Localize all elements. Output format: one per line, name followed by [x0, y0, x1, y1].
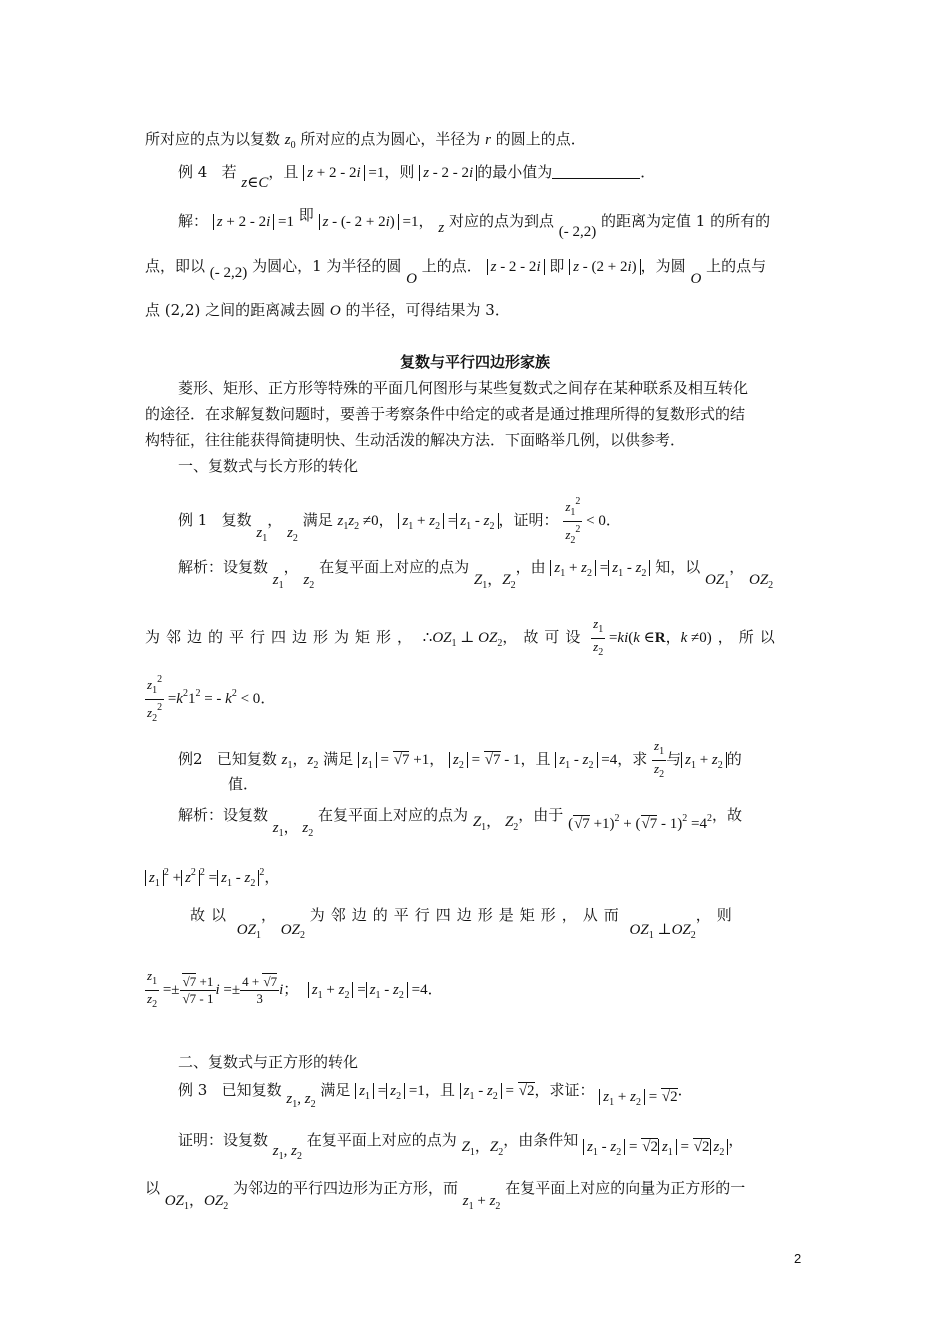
example-1-solution-line-2: 为邻边的平行四边形为矩形， $\therefore OZ_1$ ⊥ $OZ_2$，故可设 $\frac{z_1}{z_2}$ =ki(k ∈R，k ≠0) ，所以 — [145, 616, 781, 658]
example-3-solution-line-1: 证明：设复数 $z_1$, $z_2$ 在复平面上对应的点为 $Z_1$，$Z_2$，由条件知 $z_1 - z_2 = √2$ $z_1 = √2$ $z_2$， — [178, 1131, 744, 1162]
example-2-question-cont: 值． — [228, 775, 259, 793]
example-4-solution-line-1: 解： z + 2 - 2i =1 即 z - (- 2 + 2i) =1， z 对应的点为到点 (- 2,2) 的距离为定值 1 的所有的 — [178, 206, 771, 240]
intro-paragraph-line-2: 的途径．在求解复数问题时，要善于考察条件中给定的或者是通过推理所得的复数形式的结 — [145, 405, 746, 423]
example-3-question: 例 3 已知复数 $z_1$, $z_2$ 满足 $z_1 = z_2 =1$，且 $z_1 - z_2 = √2$，求证： $z_1 + z_2 = √2$． — [178, 1081, 693, 1110]
example-1-result: $\frac{z_1^2}{z_2^2}$ $=k^21^2$ = - $k^2 < 0$． — [147, 674, 276, 724]
example-2-solution-line-2: 故以 $OZ_1$， $OZ_2$ 为邻边的平行四边形是矩形，从而 $OZ_1$ $\perp OZ_2$，则 — [190, 906, 738, 941]
example-1-question: 例 1 复数 $z_1$， $z_2$ 满足 $z_1z_2 \ne 0$， $z_1 + z_2 = z_1 - z_2$ ，证明： $\frac{z_1^2}{z_2^2}$ < 0． — [178, 496, 621, 546]
example-2-equation: $z_1^2 + z^2$ $^2 = z_1 - z_2^2$， — [145, 863, 279, 894]
intro-paragraph-line-3: 构特征，往往能获得简捷明快、生动活泼的解决方法．下面略举几例，以供参考． — [145, 431, 686, 449]
page-number: 2 — [794, 1251, 802, 1266]
intro-paragraph-line-1: 菱形、矩形、正方形等特殊的平面几何图形与某些复数式之间存在某种联系及相互转化 — [178, 379, 749, 397]
example-4-solution-line-3: 点 (2,2) 之间的距离减去圆 O 的半径，可得结果为 3． — [145, 301, 510, 319]
answer-blank — [552, 164, 640, 179]
subsection-heading-1: 一、复数式与长方形的转化 — [178, 457, 359, 475]
example-2-solution-line-1: 解析：设复数 $z_1$， $z_2$ 在复平面上对应的点为 $Z_1$， $Z_2$，由于 $(√7 +1)^2 + (√7 - 1)^2 =4^2$，故 — [178, 806, 742, 839]
section-title: 复数与平行四边形家族 — [399, 353, 550, 371]
example-3-solution-line-2: 以 $OZ_1$，$OZ_2$ 为邻边的平行四边形为正方形，而 $z_1 + z_2$ 在复平面上对应的向量为正方形的一 — [145, 1179, 746, 1212]
example-4-question: 例 4 若 z∈C，且 z + 2 - 2i =1，则 z - 2 - 2i 的最小值为 ． — [178, 163, 656, 191]
subsection-heading-2: 二、复数式与正方形的转化 — [178, 1053, 359, 1071]
example-2-result: $\frac{z_1}{z_2}$ =± $\frac{√7 +1}{√7 - 1}$ i =± $\frac{4 + √7}{3}$ i； $z_1 + z_2 = z_1 - z_2 =4$． — [147, 968, 443, 1010]
example-2-question: 例2 已知复数 $z_1$，$z_2$ 满足 $z_1 = √7 +1$， $z_2 = √7 - 1$，且 $z_1 - z_2 =4$，求 $\frac{z_1}{z_2}$ 与 $z_1 + z_2$ 的 — [178, 738, 742, 780]
example-4-solution-line-2: 点，即以 (- 2,2) 为圆心，1 为半径的圆 O 上的点． z - 2 - 2i 即 z - (2 + 2i) ，为圆 O 上的点与 — [145, 257, 767, 287]
example-1-solution-line-1: 解析：设复数 $z_1$， $z_2$ 在复平面上对应的点为 $Z_1$，$Z_2$，由 $z_1 + z_2 = z_1 - z_2$ 知，以 $OZ_1$， $OZ_2$ — [178, 558, 774, 591]
paragraph-line: 所对应的点为以复数 $z_0$ 所对应的点为圆心，半径为 r 的圆上的点． — [145, 130, 586, 151]
